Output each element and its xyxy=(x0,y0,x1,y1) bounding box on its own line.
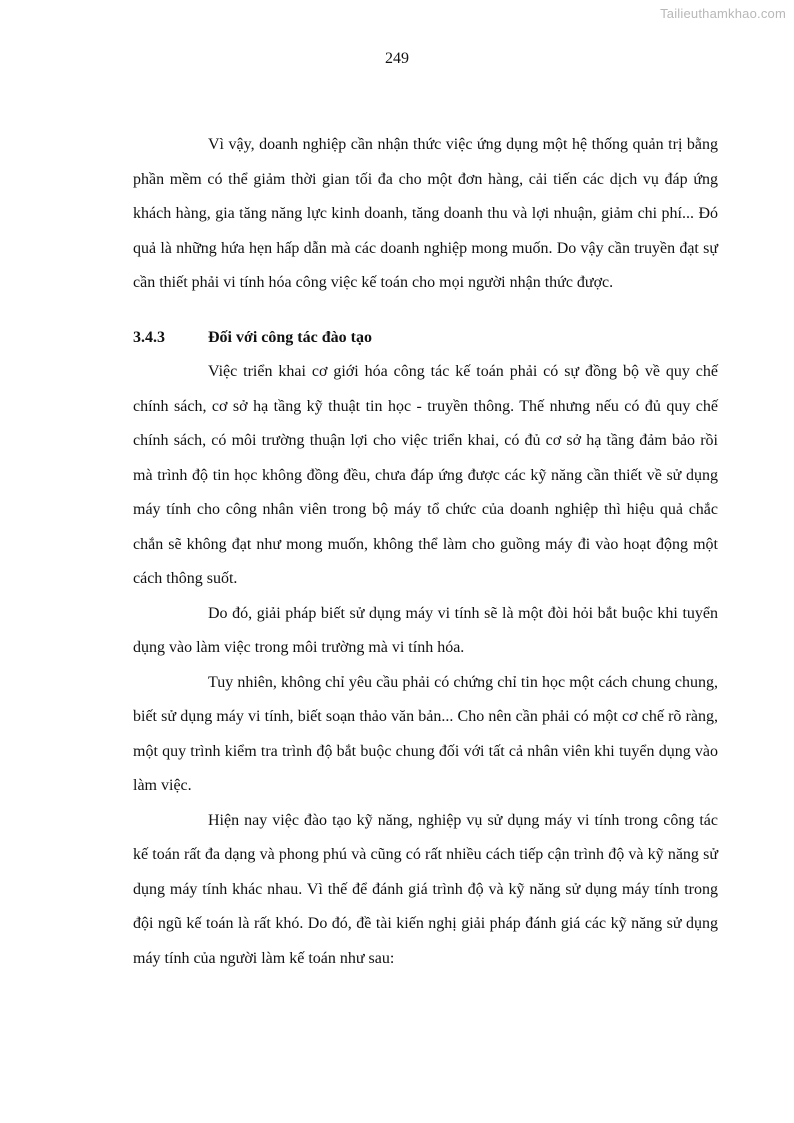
body-paragraph: Hiện nay việc đào tạo kỹ năng, nghiệp vụ sử dụng máy vi tính trong công tác kế toán rất đa dạng và phong phú và cũng có rất nhiều cách tiếp cận trình độ và kỹ năng sử dụng máy tính khác nhau. Vì thế để đánh giá trình độ và kỹ năng sử dụng máy tính trong đội ngũ kế toán là rất khó. Do đó, đề tài kiến nghị giải pháp đánh giá các kỹ năng sử dụng máy tính của người làm kế toán như sau: xyxy=(133,811,718,967)
body-paragraph: Việc triển khai cơ giới hóa công tác kế toán phải có sự đồng bộ về quy chế chính sách, cơ sở hạ tầng kỹ thuật tin học - truyền thông. Thế nhưng nếu có đủ quy chế chính sách, có môi trường thuận lợi cho việc triển khai, có đủ cơ sở hạ tầng đảm bảo rồi mà trình độ tin học không đồng đều, chưa đáp ứng được các kỹ năng cần thiết về sử dụng máy tính cho công nhân viên trong bộ máy tổ chức của doanh nghiệp thì hiệu quả chắc chắn sẽ không đạt như mong muốn, không thể làm cho guồng máy đi vào hoạt động một cách thông suốt. xyxy=(133,363,718,587)
body-paragraph: Do đó, giải pháp biết sử dụng máy vi tính sẽ là một đòi hỏi bắt buộc khi tuyển dụng vào làm việc trong môi trường mà vi tính hóa. xyxy=(133,604,718,656)
watermark-text: Tailieuthamkhao.com xyxy=(660,6,786,21)
document-body xyxy=(133,128,718,976)
page-number: 249 xyxy=(385,50,409,67)
section-number: 3.4.3 xyxy=(133,328,165,346)
section-heading xyxy=(133,321,718,356)
body-paragraph: Tuy nhiên, không chỉ yêu cầu phải có chứng chỉ tin học một cách chung chung, biết sử dụng máy vi tính, biết soạn thảo văn bản... Cho nên cần phải có một cơ chế rõ ràng, một quy trình kiểm tra trình độ bắt buộc chung đối với tất cả nhân viên khi tuyển dụng vào làm việc. xyxy=(133,673,718,794)
section-title: Đối với công tác đào tạo xyxy=(208,328,372,346)
body-paragraph: Vì vậy, doanh nghiệp cần nhận thức việc ứng dụng một hệ thống quản trị bằng phần mềm có thể giảm thời gian tối đa cho một đơn hàng, cải tiến các dịch vụ đáp ứng khách hàng, gia tăng năng lực kinh doanh, tăng doanh thu và lợi nhuận, giảm chi phí... Đó quả là những hứa hẹn hấp dẫn mà các doanh nghiệp mong muốn. Do vậy cần truyền đạt sự cần thiết phải vi tính hóa công việc kế toán cho mọi người nhận thức được. xyxy=(133,136,718,291)
